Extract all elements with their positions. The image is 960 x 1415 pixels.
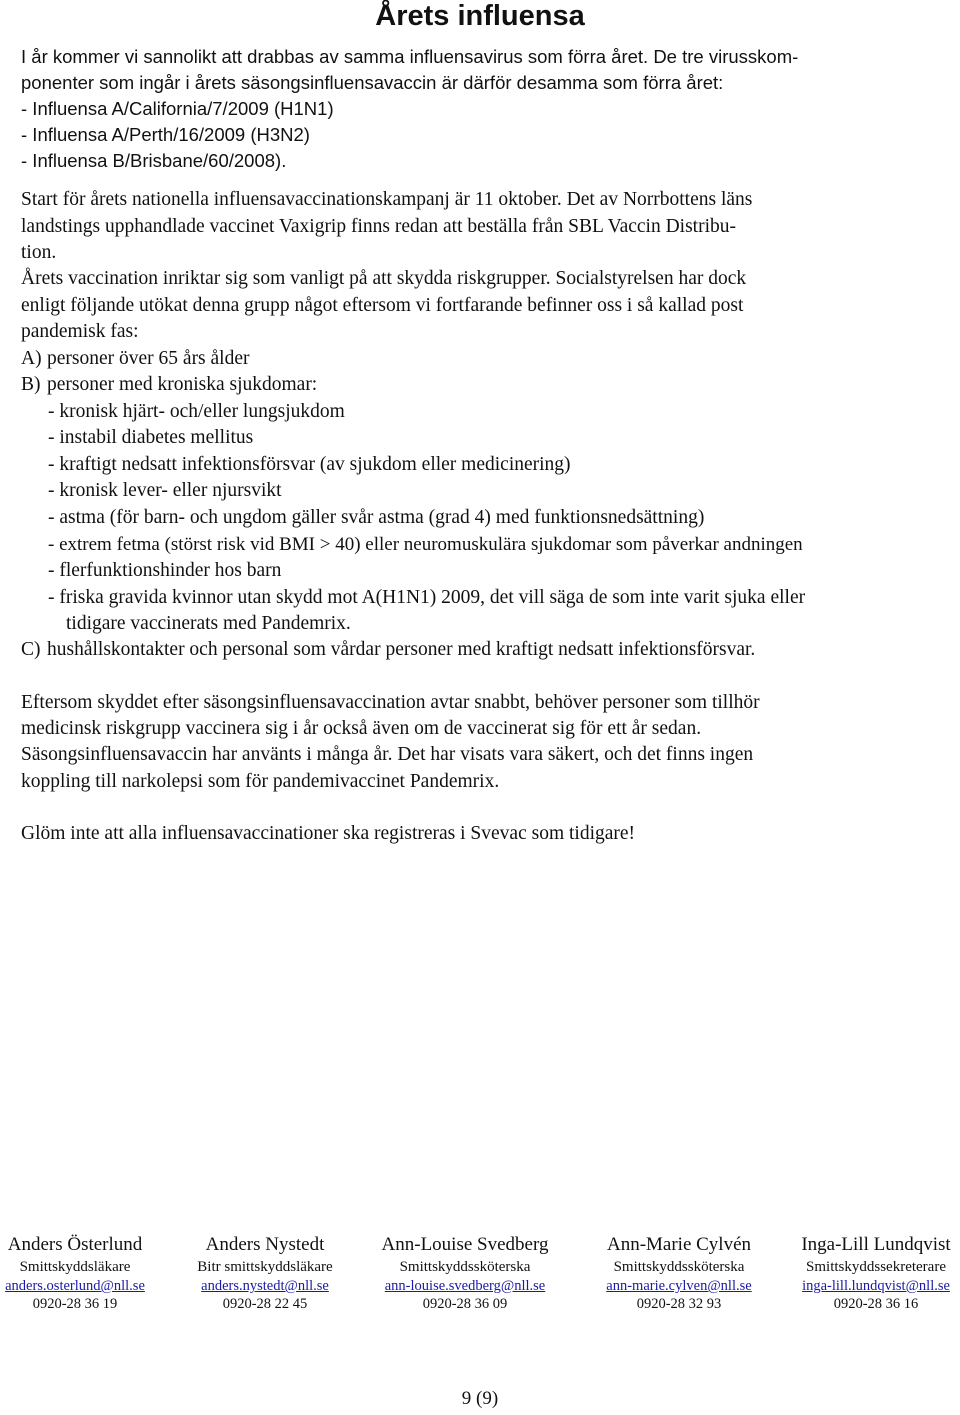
contact-email-link[interactable]: ann-marie.cylven@nll.se	[606, 1278, 752, 1294]
contact-email-link[interactable]: anders.nystedt@nll.se	[201, 1278, 329, 1294]
contact-phone: 0920-28 36 16	[833, 1296, 919, 1312]
risk-group-c	[21, 637, 755, 663]
contact-card	[786, 1233, 960, 1313]
contact-card	[584, 1233, 774, 1313]
intro-line: ponenter som ingår i årets säsongsinfluensavaccin är därför desamma som förra året:	[21, 72, 724, 93]
contact-card	[370, 1233, 560, 1313]
body-line: Årets vaccination inriktar sig som vanligt på att skydda riskgrupper. Socialstyrelsen har dock	[21, 268, 747, 289]
body-line: landstings upphandlade vaccinet Vaxigrip finns redan att beställa från SBL Vaccin Distribu-	[21, 216, 736, 237]
risk-group-a	[21, 346, 250, 372]
contact-role: Smittskyddssköterska	[613, 1259, 745, 1275]
contact-name: Anders Österlund	[7, 1234, 143, 1255]
contact-phone: 0920-28 36 09	[422, 1296, 508, 1312]
strain-item: - Influensa B/Brisbane/60/2008).	[21, 150, 287, 171]
contact-role: Bitr smittskyddsläkare	[197, 1259, 333, 1275]
list-item: - extrem fetma (störst risk vid BMI > 40) eller neuromuskulära sjukdomar som påverkar andningen	[48, 534, 803, 555]
group-label: B)	[21, 374, 41, 395]
contact-card	[180, 1233, 350, 1313]
closing-note: Glöm inte att alla influensavaccinationer ska registreras i Svevac som tidigare!	[21, 823, 636, 844]
list-item: - kronisk hjärt- och/eller lungsjukdom	[48, 401, 345, 422]
contact-email-link[interactable]: ann-louise.svedberg@nll.se	[384, 1278, 546, 1294]
page-title: Årets influensa	[375, 0, 585, 32]
risk-group-b	[21, 372, 317, 398]
body-line: pandemisk fas:	[21, 321, 139, 342]
list-item: - friska gravida kvinnor utan skydd mot A(H1N1) 2009, det vill säga de som inte varit sjuka eller	[48, 587, 806, 608]
contact-phone: 0920-28 36 19	[32, 1296, 118, 1312]
body-line: Start för årets nationella influensavaccinationskampanj är 11 oktober. Det av Norrbottens läns	[21, 189, 753, 210]
contact-phone: 0920-28 32 93	[636, 1296, 722, 1312]
paragraph-line: Säsongsinfluensavaccin har använts i många år. Det har visats vara säkert, och det finns ingen	[21, 744, 754, 765]
body-line: tion.	[21, 242, 57, 263]
list-item: - kraftigt nedsatt infektionsförsvar (av sjukdom eller medicinering)	[48, 454, 571, 475]
group-text: personer med kroniska sjukdomar:	[47, 374, 318, 395]
contact-email-link[interactable]: anders.osterlund@nll.se	[5, 1278, 145, 1294]
group-label: C)	[21, 639, 41, 660]
page-number: 9 (9)	[461, 1388, 499, 1409]
contact-name: Anders Nystedt	[205, 1234, 325, 1255]
strain-item: - Influensa A/Perth/16/2009 (H3N2)	[21, 124, 310, 145]
list-item: - kronisk lever- eller njursvikt	[48, 480, 282, 501]
group-text: personer över 65 års ålder	[47, 348, 250, 369]
list-item: - astma (för barn- och ungdom gäller svår astma (grad 4) med funktionsnedsättning)	[48, 507, 705, 528]
contact-role: Smittskyddssköterska	[399, 1259, 531, 1275]
paragraph-line: medicinsk riskgrupp vaccinera sig i år också även om de vaccinerat sig för ett år sedan.	[21, 718, 702, 739]
contact-phone: 0920-28 22 45	[222, 1296, 308, 1312]
list-item: - instabil diabetes mellitus	[48, 427, 254, 448]
group-text: hushållskontakter och personal som vårdar personer med kraftigt nedsatt infektionsförsvar.	[47, 639, 756, 660]
intro-line: I år kommer vi sannolikt att drabbas av samma influensavirus som förra året. De tre virusskom-	[21, 46, 799, 67]
contact-name: Ann-Louise Svedberg	[381, 1234, 549, 1255]
contact-role: Smittskyddsläkare	[19, 1259, 131, 1275]
strain-item: - Influensa A/California/7/2009 (H1N1)	[21, 98, 334, 119]
contact-card	[0, 1233, 160, 1313]
contact-name: Ann-Marie Cylvén	[606, 1234, 752, 1255]
contact-role: Smittskyddssekreterare	[806, 1259, 946, 1275]
list-item-continuation: tidigare vaccinerats med Pandemrix.	[66, 613, 351, 634]
group-label: A)	[21, 348, 42, 369]
paragraph-line: Eftersom skyddet efter säsongsinfluensavaccination avtar snabbt, behöver personer som tillhör	[21, 692, 760, 713]
contact-email-link[interactable]: inga-lill.lundqvist@nll.se	[802, 1278, 950, 1294]
list-item: - flerfunktionshinder hos barn	[48, 560, 282, 581]
contact-name: Inga-Lill Lundqvist	[801, 1234, 951, 1255]
paragraph-line: koppling till narkolepsi som för pandemivaccinet Pandemrix.	[21, 771, 500, 792]
body-line: enligt följande utökat denna grupp något eftersom vi fortfarande befinner oss i så kallad post	[21, 295, 744, 316]
